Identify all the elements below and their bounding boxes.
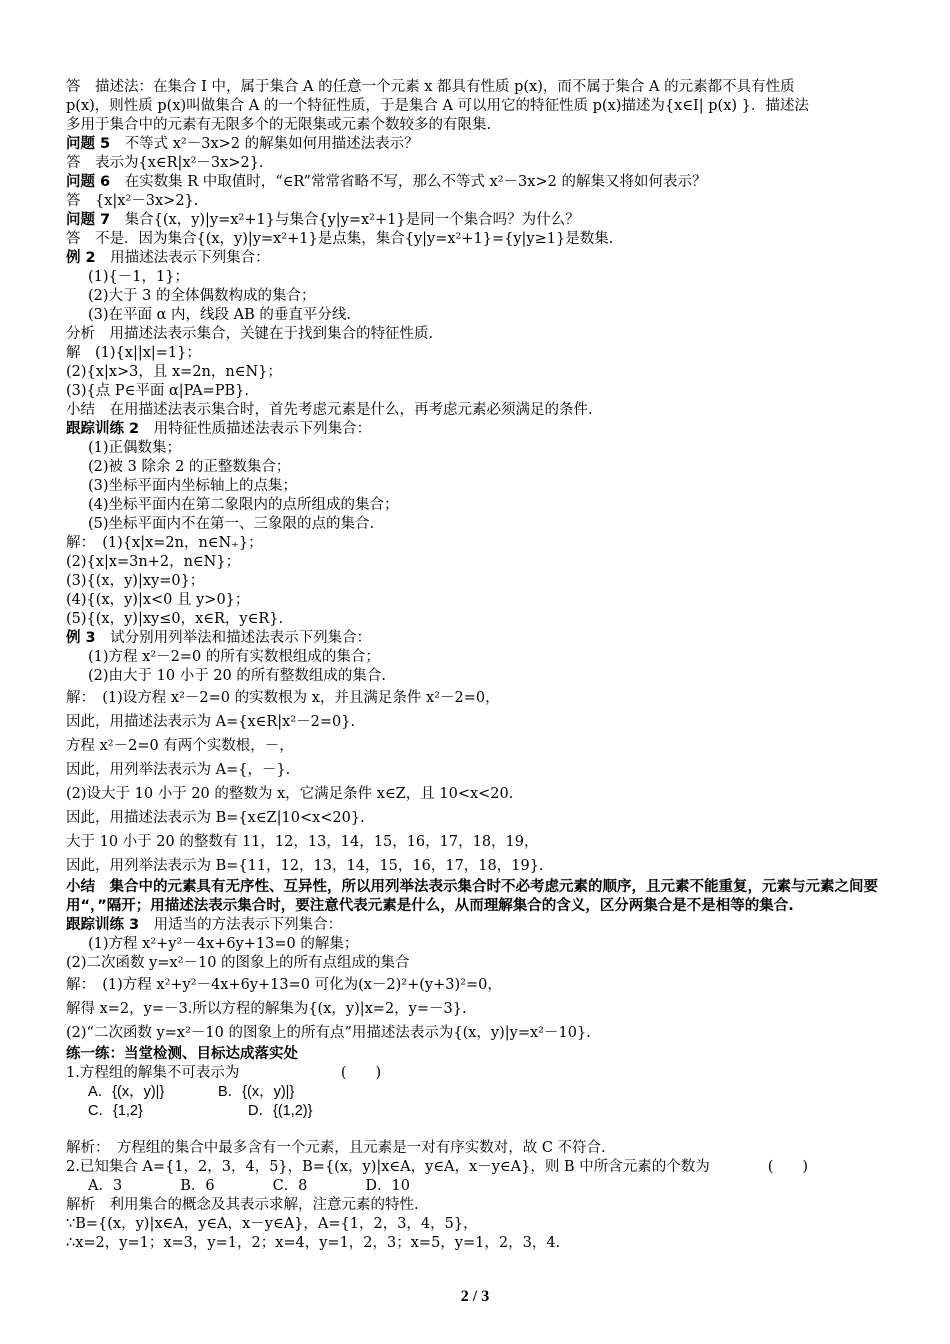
text-line [66,135,916,154]
line-text: 集合{(x，y)|y=x²+1}与集合{y|y=x²+1}是同一个集合吗？为什么？ [110,212,580,228]
line-text: 解 (1){x||x|=1}； [66,345,201,361]
line-text: 答 描述法：在集合 I 中，属于集合 A 的任意一个元素 x 都具有性质 p(x)，而不属于集合 A 的元素都不具有性质 [66,79,795,95]
text-line [66,496,916,515]
content-block-1 [66,78,916,878]
line-text: (5)坐标平面内不在第一、三象限的点的集合. [88,516,375,532]
text-line [66,230,916,249]
text-line [66,1158,916,1177]
text-line [66,173,916,192]
heading-label: 跟踪训练 2 [66,421,140,437]
line-text: (4)坐标平面内在第二象限内的点所组成的集合； [88,497,399,513]
text-line [66,268,916,287]
line-text: (2)二次函数 y=x²－10 的图象上的所有点组成的集合 [66,955,410,971]
heading-label: 问题 5 [66,136,111,152]
line-text: 解： (1)设方程 x²－2=0 的实数根为 x，并且满足条件 x²－2=0， [66,690,500,706]
heading-label: 例 3 [66,630,96,646]
line-text: 分析 用描述法表示集合，关键在于找到集合的特征性质. [66,326,434,342]
line-text: 多用于集合中的元素有无限多个的无限集或元素个数较多的有限集. [66,117,492,133]
line-text: 解： (1){x|x=2n，n∈N₊}； [66,535,263,551]
text-line [66,344,916,363]
option-d: D．{(1,2)} [248,1103,313,1119]
heading-label: 问题 7 [66,212,111,228]
text-line [66,1196,916,1215]
line-text: 方程 x²－2=0 有两个实数根，－， [66,738,294,754]
heading-label: 跟踪训练 3 [66,917,140,933]
text-line [66,97,916,116]
option-b: B．{(x，y)|} [218,1084,295,1100]
text-line [66,363,916,382]
option-c: C．{1,2} [88,1103,143,1119]
line-text: 不等式 x²－3x>2 的解集如何用描述法表示？ [110,136,419,152]
text-line [66,515,916,534]
text-line [66,997,916,1021]
line-text: (5){(x，y)|xy≤0，x∈R，y∈R}. [66,611,284,627]
text-line [66,610,916,629]
line-text: p(x)，则性质 p(x)叫做集合 A 的一个特征性质，于是集合 A 可以用它的特征性质 p(x)描述为{x∈I| p(x) }．描述法 [66,98,809,114]
line-text: 解析 利用集合的概念及其表示求解，注意元素的特性. [66,1197,419,1213]
text-line [66,954,916,973]
text-line [66,916,916,935]
line-text: (3)坐标平面内坐标轴上的点集； [88,478,298,494]
text-line [66,211,916,230]
text-line [66,1177,916,1196]
text-line [66,830,916,854]
line-text: 解得 x=2，y=－3.所以方程的解集为{(x，y)|x=2，y=－3}. [66,1001,467,1017]
text-line [66,1234,916,1253]
text-line [66,382,916,401]
text-line [66,534,916,553]
text-line [66,306,916,325]
text-line [66,572,916,591]
text-line [66,1045,916,1064]
line-text: 小结 在用描述法表示集合时，首先考虑元素是什么，再考虑元素必须满足的条件. [66,402,593,418]
content-block-3 [66,1139,916,1253]
option-a: A．{(x，y)|} [88,1084,165,1100]
text-line [66,734,916,758]
line-text: 解析： 方程组的集合中最多含有一个元素，且元素是一对有序实数对，故 C 不符合. [66,1140,606,1156]
text-line [66,78,916,97]
line-text: 答 表示为{x∈R|x²－3x>2}. [66,155,264,171]
line-text: (2)被 3 除余 2 的正整数集合； [88,459,291,475]
text-line [66,1021,916,1045]
line-text: 因此，用描述法表示为 A={x∈R|x²－2=0}. [66,714,356,730]
text-line [66,667,916,686]
text-line [66,758,916,782]
line-text: (3)在平面 α 内，线段 AB 的垂直平分线. [88,307,352,323]
text-line [66,1064,916,1083]
line-text: 2.已知集合 A={1，2，3，4，5}，B={(x，y)|x∈A，y∈A，x－y∈A}，则 B 中所含元素的个数为 ( ) [66,1159,809,1175]
text-line [66,154,916,173]
line-text: ∴x=2，y=1；x=3，y=1，2；x=4，y=1，2，3；x=5，y=1，2，3，4. [66,1235,561,1251]
text-line [66,1139,916,1158]
text-line [66,591,916,610]
line-text: 试分别用列举法和描述法表示下列集合： [95,630,372,646]
line-text: (3){点 P∈平面 α|PA=PB}. [66,383,249,399]
text-line [66,648,916,667]
text-line [66,973,916,997]
line-text: 答 {x|x²－3x>2}. [66,193,199,209]
text-line [66,249,916,268]
line-text: (2){x|x>3，且 x=2n，n∈N}； [66,364,282,380]
text-line [66,192,916,211]
line-text: ∵B={(x，y)|x∈A，y∈A，x－y∈A}，A={1，2，3，4，5}， [66,1216,478,1232]
line-text: (1)方程 x²+y²－4x+6y+13=0 的解集； [88,936,359,952]
line-text: 因此，用列举法表示为 A={，－}. [66,762,291,778]
text-line [66,710,916,734]
text-line [66,420,916,439]
line-text: 因此，用列举法表示为 B={11，12，13，14，15，16，17，18，19}. [66,858,544,874]
line-text: (4){(x，y)|x<0 且 y>0}； [66,592,250,608]
line-text: 用适当的方法表示下列集合： [139,917,343,933]
text-line [66,477,916,496]
heading-label: 问题 6 [66,174,111,190]
line-text: (2)由大于 10 小于 20 的所有整数组成的集合. [88,668,386,684]
line-text: (2)设大于 10 小于 20 的整数为 x，它满足条件 x∈Z，且 10<x<20. [66,786,514,802]
line-text: 在实数集 R 中取值时，“∈R”常常省略不写，那么不等式 x²－3x>2 的解集又将如何表示？ [110,174,707,190]
line-text: (1)正偶数集； [88,440,182,456]
line-text: 1.方程组的解集不可表示为 ( ) [66,1065,382,1081]
line-text: (2){x|x=3n+2，n∈N}； [66,554,241,570]
line-text: 大于 10 小于 20 的整数有 11，12，13，14，15，16，17，18，19， [66,834,539,850]
page-number: 2 / 3 [460,1288,490,1305]
line-text: 解： (1)方程 x²+y²－4x+6y+13=0 可化为(x－2)²+(y+3)²=0， [66,977,502,993]
line-text: (3){(x，y)|xy=0}； [66,573,205,589]
summary-paragraph: 小结 集合中的元素具有无序性、互异性，所以用列举法表示集合时不必考虑元素的顺序，且元素不能重复，元素与元素之间要用“，”隔开；用描述法表示集合时，要注意代表元素是什么，从而理解集合的含义，区分两集合是不是相等的集合. [66,879,878,914]
line-text: A．3 B．6 C．8 D．10 [88,1178,410,1194]
text-line [66,629,916,648]
line-text: (2)“二次函数 y=x²－10 的图象上的所有点”用描述法表示为{(x，y)|y=x²－10}. [66,1025,591,1041]
heading-label: 例 2 [66,250,96,266]
text-line [66,854,916,878]
line-text: (1){－1，1}； [88,269,189,285]
text-line [66,458,916,477]
line-text: 答 不是．因为集合{(x，y)|y=x²+1}是点集，集合{y|y=x²+1}={y|y≥1}是数集. [66,231,614,247]
text-line [66,935,916,954]
line-text: 因此，用描述法表示为 B={x∈Z|10<x<20}. [66,810,365,826]
text-line [66,782,916,806]
line-text: 用特征性质描述法表示下列集合： [139,421,372,437]
text-line [66,439,916,458]
text-line [66,401,916,420]
text-line [66,287,916,306]
question-1-options [66,1083,916,1121]
line-text: (2)大于 3 的全体偶数构成的集合； [88,288,316,304]
text-line [66,686,916,710]
heading-label: 练一练：当堂检测、目标达成落实处 [66,1046,298,1062]
text-line [66,116,916,135]
text-line [66,806,916,830]
document-page [66,78,916,1253]
line-text: 用描述法表示下列集合： [95,250,270,266]
content-block-2 [66,916,916,1083]
line-text: (1)方程 x²－2=0 的所有实数根组成的集合； [88,649,380,665]
text-line [66,325,916,344]
text-line [66,1215,916,1234]
text-line [66,553,916,572]
